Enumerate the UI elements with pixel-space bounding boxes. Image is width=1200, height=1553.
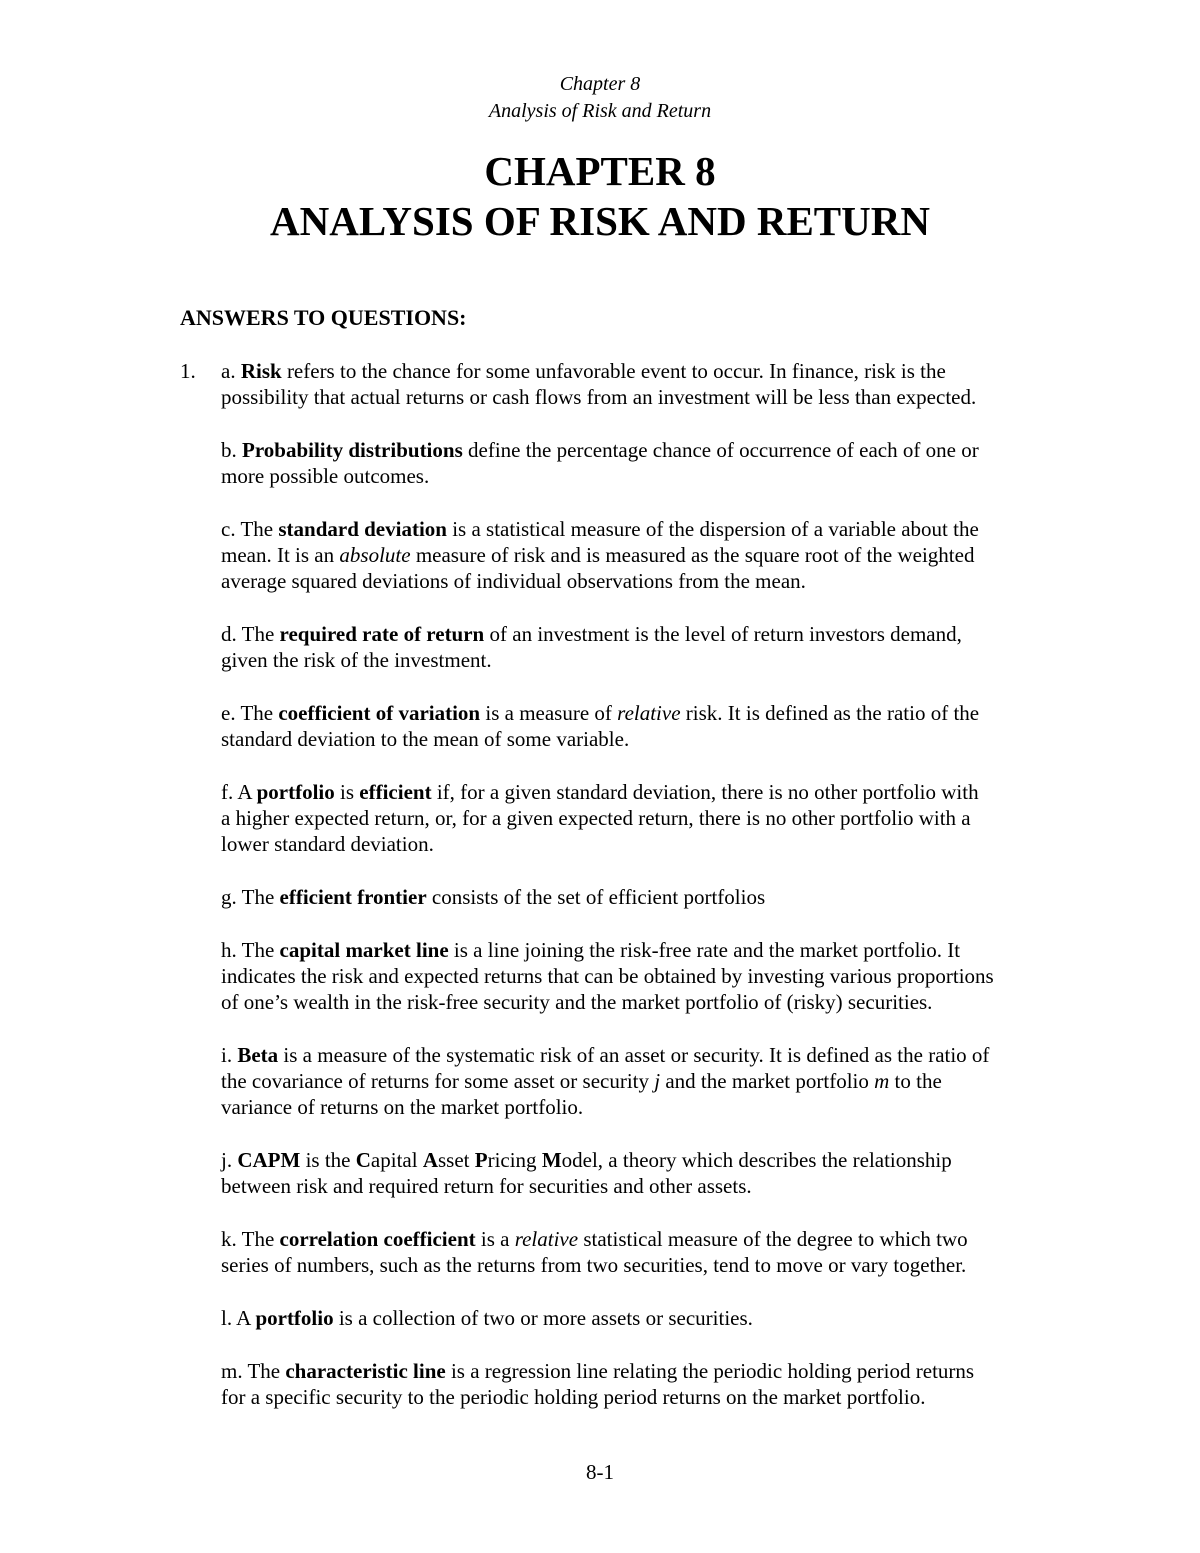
answer-text: is a line joining the risk-free rate and the market portfolio. It: [448, 938, 961, 962]
answer-line: [221, 542, 1121, 568]
emphasis-text: relative: [514, 1227, 579, 1251]
answer-text: e. The: [221, 701, 279, 725]
answer-line: possibility that actual returns or cash flows from an investment will be less than expected.: [221, 385, 977, 409]
answer-line: [221, 1042, 1121, 1068]
answer-k: [221, 1226, 1121, 1278]
defined-term: characteristic line: [285, 1359, 446, 1383]
acronym-letter: C: [355, 1148, 371, 1172]
answer-text: to the: [889, 1069, 942, 1093]
answer-text: of an investment is the level of return investors demand,: [484, 622, 962, 646]
answer-line: more possible outcomes.: [221, 464, 430, 488]
page-number: 8-1: [586, 1460, 614, 1484]
defined-term: standard deviation: [278, 517, 447, 541]
running-header-chapter: Chapter 8: [559, 73, 641, 95]
answer-text: m. The: [221, 1359, 286, 1383]
answer-line: [221, 516, 1121, 542]
answer-e: [221, 700, 1121, 752]
answer-text: a.: [221, 359, 241, 383]
running-header-subtitle: Analysis of Risk and Return: [488, 100, 712, 122]
answer-text: apital: [370, 1148, 423, 1172]
answer-text: consists of the set of efficient portfolios: [426, 885, 766, 909]
defined-term: portfolio: [255, 1306, 334, 1330]
answer-text: j.: [221, 1148, 238, 1172]
answer-line: [221, 884, 1121, 910]
answer-text: measure of risk and is measured as the square root of the weighted: [410, 543, 975, 567]
chapter-title: CHAPTER 8: [484, 148, 716, 194]
defined-term: required rate of return: [279, 622, 485, 646]
answer-text: define the percentage chance of occurrence of each of one or: [462, 438, 979, 462]
answer-text: is the: [300, 1148, 356, 1172]
answer-text: is: [334, 780, 360, 804]
acronym-letter: M: [541, 1148, 562, 1172]
defined-term: efficient: [359, 780, 432, 804]
answer-text: is a measure of: [480, 701, 618, 725]
answer-m: [221, 1358, 1121, 1410]
answer-line: between risk and required return for securities and other assets.: [221, 1174, 752, 1198]
answer-line: variance of returns on the market portfolio.: [221, 1095, 584, 1119]
answer-text: refers to the chance for some unfavorable event to occur. In finance, risk is the: [281, 359, 946, 383]
defined-term: efficient frontier: [279, 885, 427, 909]
answer-text: is a: [475, 1227, 515, 1251]
answer-text: odel, a theory which describes the relationship: [561, 1148, 952, 1172]
answer-line: [221, 937, 1121, 963]
answer-line: [221, 1305, 1121, 1331]
answer-text: k. The: [221, 1227, 280, 1251]
answer-line: for a specific security to the periodic holding period returns on the market portfolio.: [221, 1385, 926, 1409]
answer-a: [221, 358, 1121, 410]
answer-line: standard deviation to the mean of some variable.: [221, 727, 630, 751]
emphasis-text: j: [654, 1069, 661, 1093]
emphasis-text: m: [874, 1069, 890, 1093]
answer-text: statistical measure of the degree to which two: [578, 1227, 968, 1251]
answer-text: l. A: [221, 1306, 256, 1330]
answer-i: [221, 1042, 1121, 1120]
defined-term: Probability distributions: [242, 438, 463, 462]
answer-line: of one’s wealth in the risk-free security and the market portfolio of (risky) securities.: [221, 990, 933, 1014]
answer-text: c. The: [221, 517, 279, 541]
answer-l: [221, 1305, 1121, 1331]
defined-term: CAPM: [237, 1148, 301, 1172]
answer-text: is a measure of the systematic risk of an asset or security. It is defined as the ratio of: [278, 1043, 990, 1067]
answer-f: [221, 779, 1121, 857]
answer-text: g. The: [221, 885, 280, 909]
emphasis-text: relative: [617, 701, 681, 725]
answer-text: is a statistical measure of the dispersion of a variable about the: [446, 517, 979, 541]
answer-text: is a regression line relating the periodic holding period returns: [445, 1359, 975, 1383]
answer-text: f. A: [221, 780, 257, 804]
answer-line: indicates the risk and expected returns that can be obtained by investing various proportions: [221, 964, 994, 988]
answer-h: [221, 937, 1121, 1015]
answer-text: d. The: [221, 622, 280, 646]
answer-line: [221, 437, 1121, 463]
acronym-letter: P: [474, 1148, 488, 1172]
answer-text: if, for a given standard deviation, there is no other portfolio with: [431, 780, 979, 804]
answer-b: [221, 437, 1121, 489]
answer-d: [221, 621, 1121, 673]
emphasis-text: absolute: [339, 543, 411, 567]
answer-line: given the risk of the investment.: [221, 648, 492, 672]
answers-list: [221, 358, 1121, 1437]
answer-g: [221, 884, 1121, 910]
answer-line: [221, 358, 1121, 384]
acronym-letter: A: [422, 1148, 438, 1172]
defined-term: capital market line: [279, 938, 449, 962]
question-number: 1.: [180, 359, 196, 383]
answer-line: [221, 1068, 1121, 1094]
answer-line: [221, 779, 1121, 805]
answer-line: lower standard deviation.: [221, 832, 434, 856]
answer-line: series of numbers, such as the returns from two securities, tend to move or vary together.: [221, 1253, 967, 1277]
answer-text: and the market portfolio: [660, 1069, 875, 1093]
answer-text: the covariance of returns for some asset or security: [221, 1069, 655, 1093]
answer-text: is a collection of two or more assets or securities.: [333, 1306, 753, 1330]
defined-term: coefficient of variation: [278, 701, 481, 725]
section-heading: ANSWERS TO QUESTIONS:: [180, 305, 467, 330]
answer-line: [221, 700, 1121, 726]
answer-text: mean. It is an: [221, 543, 340, 567]
answer-text: risk. It is defined as the ratio of the: [680, 701, 980, 725]
answer-line: [221, 621, 1121, 647]
answer-text: h. The: [221, 938, 280, 962]
answer-line: average squared deviations of individual observations from the mean.: [221, 569, 806, 593]
answer-j: [221, 1147, 1121, 1199]
answer-text: b.: [221, 438, 242, 462]
answer-line: [221, 1358, 1121, 1384]
answer-text: i.: [221, 1043, 238, 1067]
defined-term: Risk: [240, 359, 282, 383]
answer-text: sset: [438, 1148, 475, 1172]
chapter-subtitle: ANALYSIS OF RISK AND RETURN: [270, 198, 930, 244]
defined-term: portfolio: [256, 780, 335, 804]
defined-term: correlation coefficient: [279, 1227, 476, 1251]
defined-term: Beta: [237, 1043, 279, 1067]
answer-line: a higher expected return, or, for a given expected return, there is no other portfolio with a: [221, 806, 971, 830]
answer-line: [221, 1147, 1121, 1173]
answer-c: [221, 516, 1121, 594]
answer-text: ricing: [487, 1148, 542, 1172]
answer-line: [221, 1226, 1121, 1252]
